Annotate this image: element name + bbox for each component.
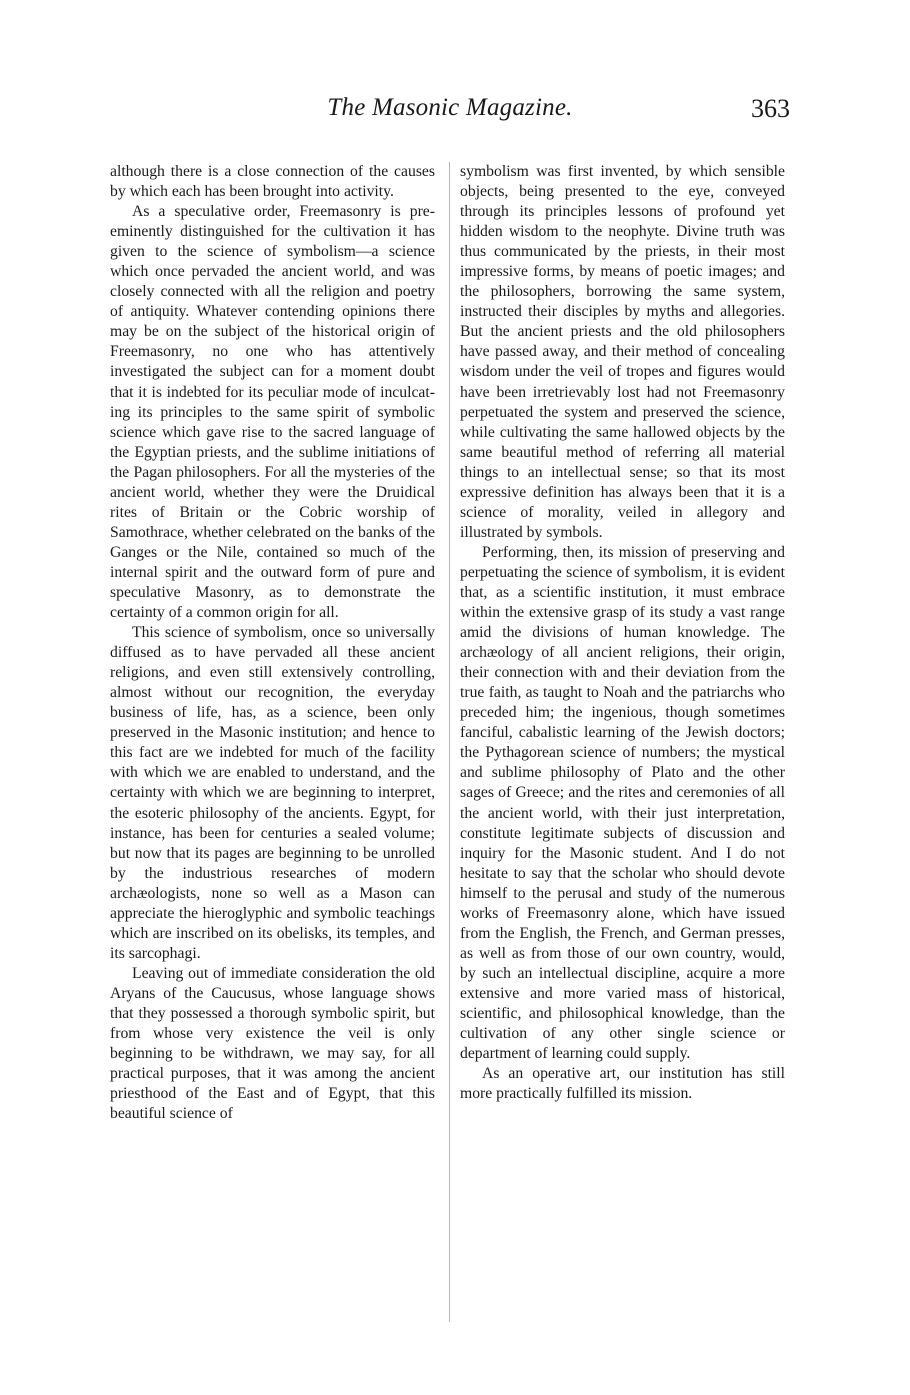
paragraph: As a speculative order, Freemasonry is pre-eminently distinguished for the cultivation it has given to the science of symbolism—a science which once pervaded the ancient world, and was closely connected with all the religion and poetry of antiquity. Whatever contending opinions there may be on the subject of the historical origin of Freemasonry, no one who has attentively investigated the subject can for a moment doubt that it is indebted for its peculiar mode of inculcating its principles to the same spirit of symbolic science which gave rise to the sacred language of the Egyptian priests, and the sublime initiations of the Pagan philosophers. For all the mysteries of the ancient world, whether they were the Druidical rites of Britain or the Cobric worship of Samothrace, whether celebrated on the banks of the Ganges or the Nile, contained so much of the internal spirit and the outward form of pure and speculative Masonry, as to demonstrate the certainty of a common origin for all. — [110, 203, 435, 622]
paragraph: As an operative art, our institution has still more practically fulfilled its mission. — [460, 1065, 785, 1103]
right-column — [460, 162, 785, 1104]
paragraph: symbolism was first invented, by which sensible objects, being presented to the eye, conveyed through its principles lessons of profound yet hidden wisdom to the neophyte. Divine truth was thus communicated by the priests, in their most impressive forms, by means of poetic images; and the philosophers, borrowing the same system, instructed their disciples by myths and allegories. But the ancient priests and the old philosophers have passed away, and their method of concealing wisdom under the veil of tropes and figures would have been irretrievably lost had not Freemasonry perpetuated the system and preserved the science, while cultivating the same hallowed objects by the same beautiful method of referring all material things to an intellectual sense; so that its most expressive definition has always been that it is a science of morality, veiled in allegory and illustrated by symbols. — [460, 163, 785, 541]
running-title: The Masonic Magazine. — [327, 94, 573, 121]
page-header — [110, 82, 790, 122]
page-number: 363 — [751, 94, 790, 123]
left-column — [110, 162, 435, 1124]
paragraph: Performing, then, its mission of preserving and perpetuating the science of symbolism, it is evident that, as a scientific institution, it must embrace within the extensive grasp of its study a vast range amid the divisions of human knowledge. The archæology of all ancient religions, their origin, their connection with and their deviation from the true faith, as taught to Noah and the patriarchs who preceded him; the ingenious, though sometimes fanciful, cabalistic learning of the Jewish doctors; the Pythagorean science of numbers; the mystical and sublime philosophy of Plato and the other sages of Greece; and the rites and ceremonies of all the ancient world, with their just interpretation, constitute legitimate subjects of discussion and inquiry for the Masonic student. And I do not hesitate to say that the scholar who should devote himself to the perusal and study of the numerous works of Freemasonry alone, which have issued from the English, the French, and German presses, as well as from those of our own country, would, by such an intellectual discipline, acquire a more extensive and more varied mass of historical, scientific, and philosophical knowledge, than the cultivation of any other single science or department of learning could supply. — [460, 543, 785, 1063]
paragraph: although there is a close connection of the causes by which each has been brought into activity. — [110, 163, 435, 201]
paragraph: This science of symbolism, once so universally diffused as to have pervaded all these ancient religions, and even still extensively controlling, almost without our recognition, the everyday business of life, has, as a science, been only preserved in the Masonic institution; and hence to this fact are we indebted for much of the facility with which we are enabled to understand, and the certainty with which we are beginning to interpret, the esoteric philosophy of the ancients. Egypt, for instance, has been for centuries a sealed volume; but now that its pages are beginning to be unrolled by the industrious researches of modern archæologists, none so well as a Mason can appreciate the hieroglyphic and symbolic teachings which are inscribed on its obelisks, its temples, and its sarcophagi. — [110, 624, 435, 962]
paragraph: Leaving out of immediate consideration the old Aryans of the Caucusus, whose language shows that they possessed a thorough symbolic spirit, but from whose very existence the veil is only beginning to be withdrawn, we may say, for all practical purposes, that it was among the ancient priesthood of the East and of Egypt, that this beautiful science of — [110, 964, 435, 1123]
column-divider — [449, 162, 450, 1322]
